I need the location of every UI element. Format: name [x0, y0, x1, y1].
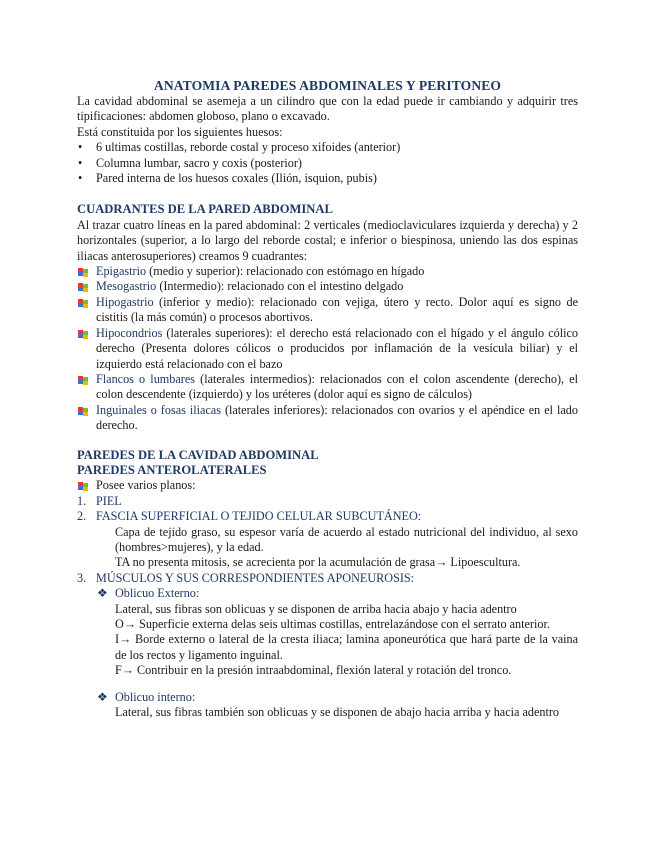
- bullet-icon: •: [78, 171, 83, 186]
- intro-paragraph: La cavidad abdominal se asemeja a un cilindro que con la edad puede ir cambiando y adquirir tres tipificaciones: abdomen globoso, plano o excavado.: [77, 94, 578, 124]
- arrow-right-icon: →: [435, 555, 448, 570]
- bones-list: [77, 140, 578, 186]
- flag-icon: [78, 406, 89, 416]
- flag-icon: [78, 375, 89, 385]
- page-title: ANATOMIA PAREDES ABDOMINALES Y PERITONEO: [153, 78, 502, 93]
- planos-list: [77, 478, 578, 493]
- flag-icon: [78, 267, 89, 277]
- muscles-list: [77, 586, 578, 601]
- oi-description: Lateral, sus fibras también son oblicuas y se disponen de abajo hacia arriba y hacia adentro: [115, 705, 560, 720]
- flag-icon: [78, 329, 89, 339]
- fascia-title: FASCIA SUPERFICIAL O TEJIDO CELULAR SUBCUTÁNEO:: [96, 509, 422, 524]
- arrow-right-icon: →: [119, 632, 132, 647]
- muscles-list-continued: [77, 690, 578, 705]
- cuadrantes-list: [77, 264, 578, 433]
- oblicuo-interno-title: Oblicuo interno:: [115, 689, 196, 704]
- flag-icon: [78, 282, 89, 292]
- oe-origen: O→ Superficie externa delas seis ultimas costillas, entrelazándose con el serrato anterior.: [115, 617, 550, 631]
- diamond-bullet-icon: ❖: [97, 586, 108, 601]
- list-item: • Pared interna de los huesos coxales (Ilión, isquion, pubis): [78, 171, 377, 186]
- list-item: [77, 509, 578, 524]
- paredes-heading: PAREDES DE LA CAVIDAD ABDOMINAL: [77, 447, 319, 462]
- fascia-note: TA no presenta mitosis, se acrecienta por la acumulación de grasa→ Lipoescultura.: [115, 555, 521, 570]
- list-item: Mesogastrio (Intermedio): relacionado con el intestino delgado: [77, 279, 578, 294]
- list-item: Epigastrio (medio y superior): relacionado con estómago en hígado: [77, 264, 578, 279]
- layers-list-continued: [77, 571, 578, 586]
- list-item: [77, 690, 578, 705]
- layers-list: [77, 494, 578, 525]
- list-number: 1.: [77, 493, 87, 508]
- list-item: Posee varios planos:: [77, 478, 578, 493]
- page-content: [77, 77, 578, 720]
- bullet-icon: •: [78, 155, 83, 170]
- list-item: • Columna lumbar, sacro y coxis (posterior): [78, 155, 302, 170]
- anterolaterales-subheading: PAREDES ANTEROLATERALES: [77, 462, 267, 477]
- flag-icon: [78, 481, 89, 491]
- fascia-paragraph: Capa de tejido graso, su espesor varía de acuerdo al estado nutricional del individuo, al sexo (hombres>mujeres), y la edad.: [115, 524, 578, 554]
- list-item: Flancos o lumbares (laterales intermedios): relacionados con el colon ascendente (derecho), el colon descendente (izquierdo) y los uréteres (dolor aquí es signo de cálculos): [77, 372, 578, 403]
- arrow-right-icon: →: [123, 617, 136, 631]
- list-item: [77, 586, 578, 601]
- list-item: [77, 494, 578, 509]
- cuadrantes-intro: Al trazar cuatro líneas en la pared abdominal: 2 verticales (medioclaviculares izquierda y derecha) y 2 horizontales (superior, a lo largo del reborde costal; e inferior o biespinosa, uniendo las dos espinas iliacas anterosuperiores) creamos 9 cuadrantes:: [77, 217, 578, 263]
- flag-icon: [78, 298, 89, 308]
- bones-intro: Está constituida por los siguientes huesos:: [77, 124, 283, 139]
- oblicuo-externo-title: Oblicuo Externo:: [115, 586, 200, 601]
- musculos-title: MÚSCULOS Y SUS CORRESPONDIENTES APONEUROSIS:: [96, 570, 415, 585]
- list-item: [77, 571, 578, 586]
- list-number: 2.: [77, 509, 87, 524]
- oe-funcion: F→ Contribuir en la presión intraabdominal, flexión lateral y rotación del tronco.: [115, 663, 512, 678]
- diamond-bullet-icon: ❖: [97, 689, 108, 704]
- oe-description: Lateral, sus fibras son oblicuas y se disponen de arriba hacia abajo y hacia adentro: [115, 601, 517, 616]
- list-number: 3.: [77, 570, 87, 585]
- list-item: Hipogastrio (inferior y medio): relacionado con vejiga, útero y recto. Dolor aquí es signo de cistitis (la más común) o procesos abortivos.: [77, 295, 578, 326]
- list-item: Inguinales o fosas iliacas (laterales inferiores): relacionados con ovarios y el apéndice en el lado derecho.: [77, 403, 578, 434]
- list-item: • 6 ultimas costillas, reborde costal y proceso xifoides (anterior): [78, 140, 401, 155]
- list-item: Hipocondrios (laterales superiores): el derecho está relacionado con el hígado y el ángulo cólico derecho (Presenta dolores cólicos o producidos por inflamación de la vesícula biliar) y el izquierdo está relacionado con el bazo: [77, 326, 578, 372]
- oe-insercion: I→ Borde externo o lateral de la cresta iliaca; lamina aponeurótica que hará parte de la vaina de los rectos y ligamento inguinal.: [115, 632, 578, 662]
- cuadrantes-heading: CUADRANTES DE LA PARED ABDOMINAL: [77, 202, 333, 217]
- arrow-right-icon: →: [121, 663, 134, 678]
- bullet-icon: •: [78, 140, 83, 155]
- piel-title: PIEL: [96, 493, 122, 508]
